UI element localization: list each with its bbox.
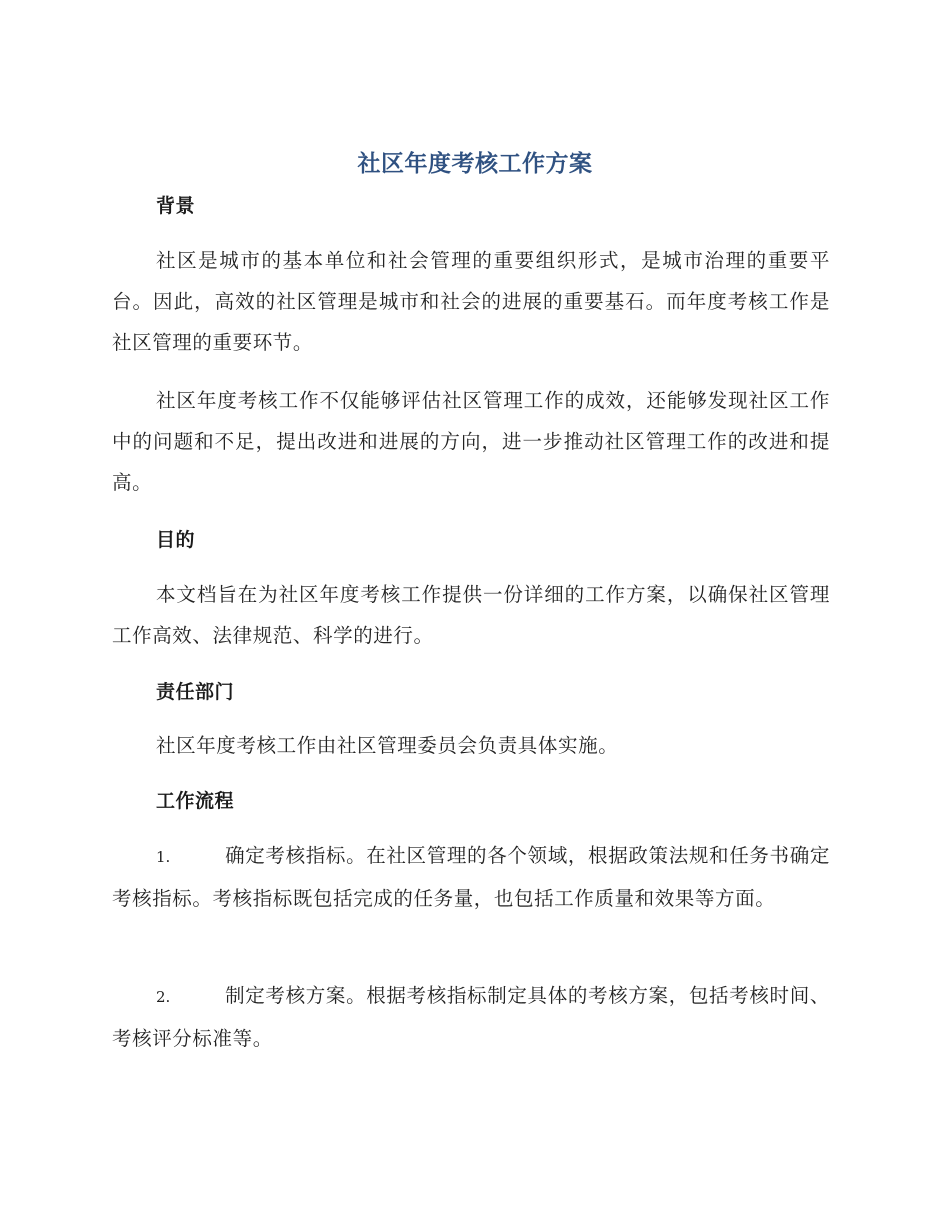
list-item-number: 2. xyxy=(156,988,171,1006)
section-heading-background: 背景 xyxy=(156,195,196,217)
workflow-list-item xyxy=(112,975,830,1059)
responsible-department-paragraph: 社区年度考核工作由社区管理委员会负责具体实施。 xyxy=(156,734,619,757)
list-item-text: 制定考核方案。根据考核指标制定具体的考核方案，包括考核时间、考核评分标准等。 xyxy=(112,984,830,1050)
document-title: 社区年度考核工作方案 xyxy=(357,151,593,177)
list-item-number: 1. xyxy=(156,848,171,866)
workflow-list-item xyxy=(112,835,830,919)
purpose-paragraph: 本文档旨在为社区年度考核工作提供一份详细的工作方案，以确保社区管理工作高效、法律规范、科学的进行。 xyxy=(112,583,830,647)
background-paragraph-2: 社区年度考核工作不仅能够评估社区管理工作的成效，还能够发现社区工作中的问题和不足，提出改进和进展的方向，进一步推动社区管理工作的改进和提高。 xyxy=(112,389,830,494)
background-paragraph-1: 社区是城市的基本单位和社会管理的重要组织形式，是城市治理的重要平台。因此，高效的社区管理是城市和社会的进展的重要基石。而年度考核工作是社区管理的重要环节。 xyxy=(112,249,830,354)
list-item-text: 确定考核指标。在社区管理的各个领域，根据政策法规和任务书确定考核指标。考核指标既包括完成的任务量，也包括工作质量和效果等方面。 xyxy=(112,844,830,910)
section-heading-responsible-department: 责任部门 xyxy=(156,681,235,703)
section-heading-workflow: 工作流程 xyxy=(156,790,235,812)
section-heading-purpose: 目的 xyxy=(156,529,196,551)
